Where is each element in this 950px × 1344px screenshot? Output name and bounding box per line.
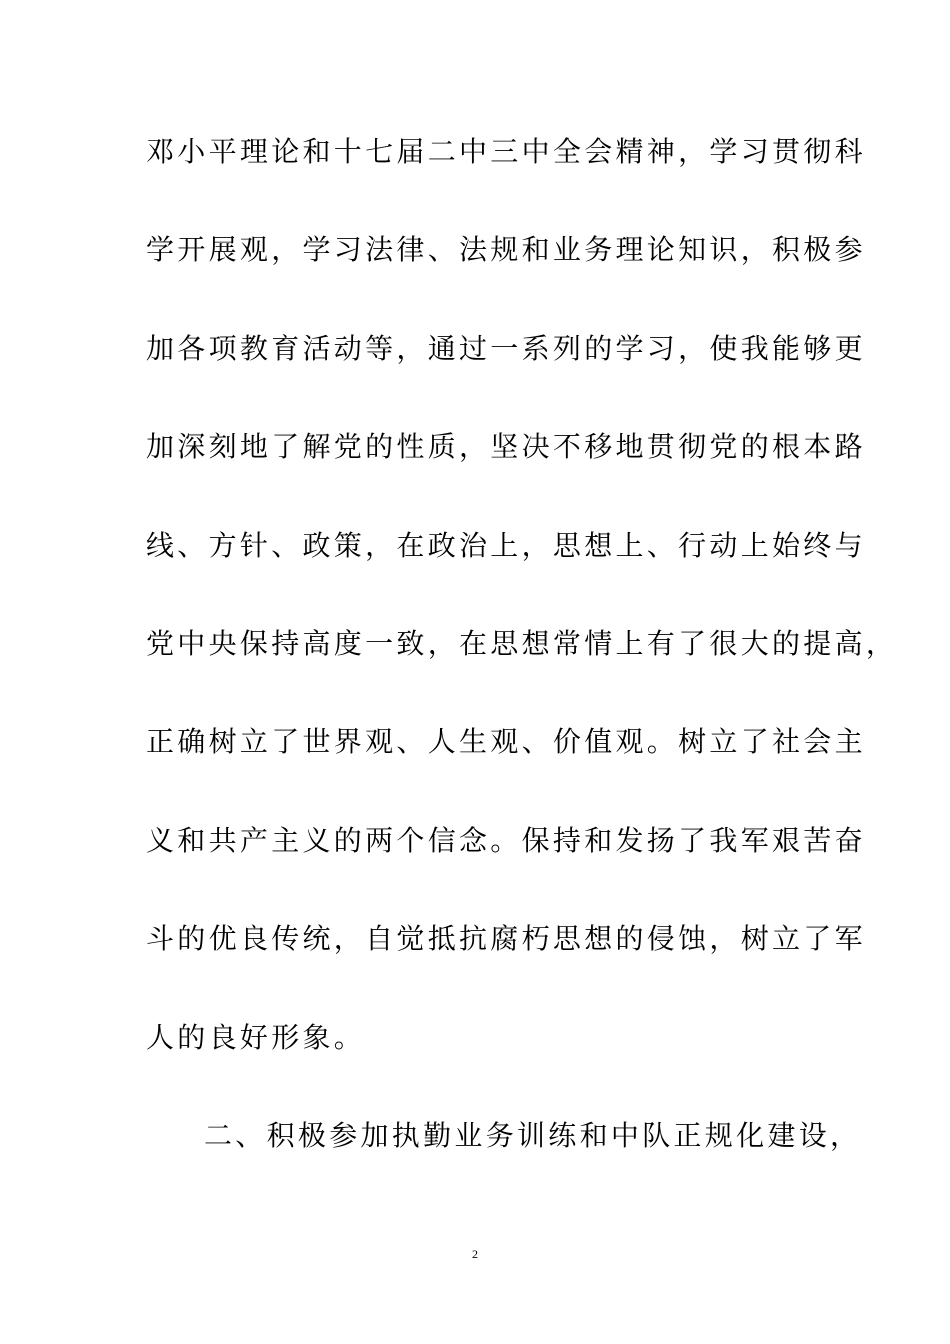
- text-line: 党中央保持高度一致，在思想常情上有了很大的提高，: [146, 626, 898, 660]
- text-line: 邓小平理论和十七届二中三中全会精神，学习贯彻科: [146, 135, 866, 168]
- section-heading-line: 二、积极参加执勤业务训练和中队正规化建设，: [204, 1118, 862, 1152]
- text-line: 加各项教育活动等，通过一系列的学习，使我能够更: [146, 331, 866, 365]
- text-line: 正确树立了世界观、人生观、价值观。树立了社会主: [146, 725, 866, 759]
- page-number: 2: [472, 1247, 478, 1261]
- body-text: [146, 127, 898, 1209]
- text-line: 义和共产主义的两个信念。保持和发扬了我军艰苦奋: [146, 823, 866, 857]
- text-line: 线、方针、政策，在政治上，思想上、行动上始终与: [146, 528, 866, 562]
- text-line: 加深刻地了解党的性质，坚决不移地贯彻党的根本路: [146, 430, 866, 464]
- text-line: 人的良好形象。: [146, 1020, 366, 1054]
- text-line: 学开展观，学习法律、法规和业务理论知识，积极参: [146, 233, 866, 267]
- text-line: 斗的优良传统，自觉抵抗腐朽思想的侵蚀，树立了军: [146, 922, 866, 956]
